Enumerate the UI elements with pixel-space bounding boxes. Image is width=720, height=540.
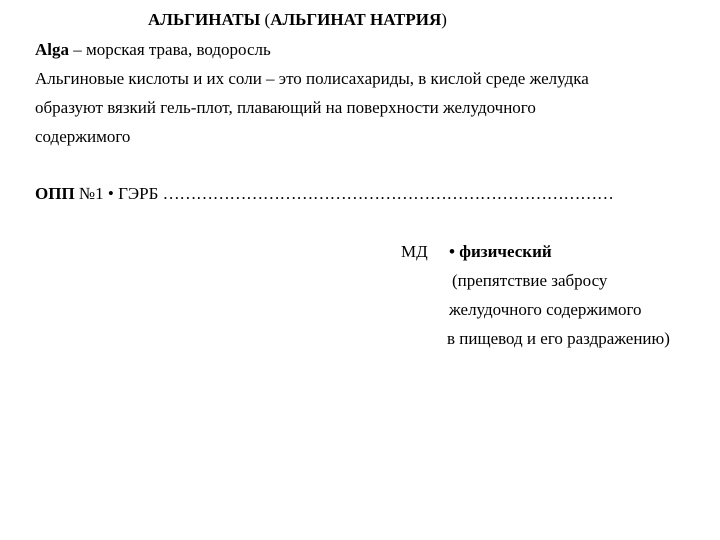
description-line-1: Альгиновые кислоты и их соли – это полисахариды, в кислой среде желудка <box>35 69 589 88</box>
description-line-2: образуют вязкий гель-плот, плавающий на поверхности желудочного <box>35 98 536 117</box>
md-line <box>401 242 428 262</box>
md-detail-line-3: в пищевод и его раздражению) <box>447 329 670 348</box>
opp-label: ОПП <box>35 184 75 203</box>
md-detail-line-2: желудочного содержимого <box>449 300 642 319</box>
title-open-paren: ( <box>260 10 271 29</box>
opp-number: №1 • ГЭРБ <box>74 184 163 203</box>
title-part-1: АЛЬГИНАТЫ <box>148 10 261 29</box>
opp-line <box>35 184 614 204</box>
page-title <box>148 10 447 30</box>
title-part-2: АЛЬГИНАТ НАТРИЯ <box>270 10 442 29</box>
md-bullet-physical: • физический <box>449 242 552 261</box>
title-close-paren: ) <box>441 10 447 29</box>
description-line-3: содержимого <box>35 127 131 146</box>
opp-dots: ……………………………………………………………………… <box>162 184 614 203</box>
alga-definition: – морская трава, водоросль <box>69 40 271 59</box>
alga-term: Alga <box>35 40 69 59</box>
md-detail-line-1: (препятствие забросу <box>452 271 608 290</box>
md-label: МД <box>401 242 428 261</box>
alga-definition-line <box>35 40 271 60</box>
